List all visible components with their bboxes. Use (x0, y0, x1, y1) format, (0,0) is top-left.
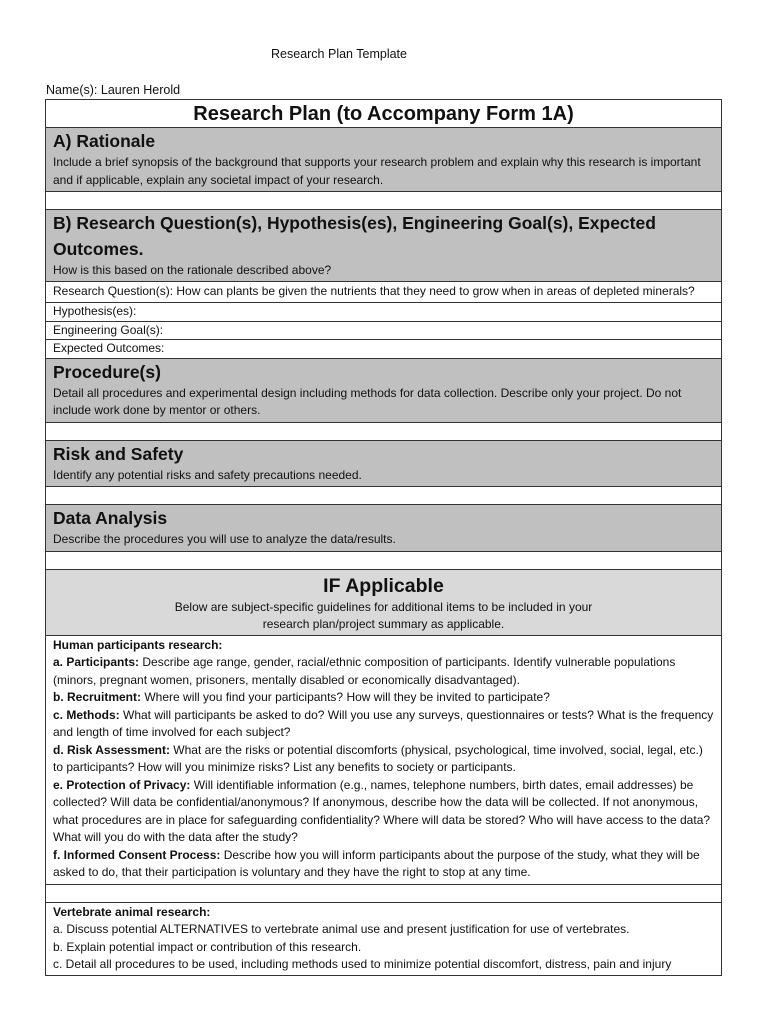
risk-answer-field[interactable] (46, 487, 721, 505)
animal-item-a: a. Discuss potential ALTERNATIVES to vertebrate animal use and present justification for use of vertebrates. (53, 922, 630, 936)
human-d-text: What are the risks or potential discomforts (physical, psychological, time involved, social, legal, etc.) to participants? How will you minimize risks? List any benefits to society or participants. (53, 742, 703, 774)
human-answer-field[interactable] (46, 885, 721, 903)
if-applicable-line-1: Below are subject-specific guidelines for additional items to be included in your (174, 599, 593, 614)
procedure-description: Detail all procedures and experimental design including methods for data collection. Describe only your project. Do not include work done by mentor or others. (53, 385, 682, 417)
animal-item-b: b. Explain potential impact or contribution of this research. (53, 939, 362, 954)
analysis-section (46, 505, 721, 552)
human-b-text: Where will you find your participants? How will they be invited to participate? (141, 690, 550, 704)
research-plan-form (45, 99, 722, 976)
if-applicable-line-2: research plan/project summary as applicable. (262, 617, 505, 631)
human-item-participants (53, 654, 714, 689)
expected-outcomes-field[interactable]: Expected Outcomes: (46, 340, 721, 359)
human-item-recruitment (53, 689, 714, 707)
human-item-risk-assessment (53, 742, 714, 777)
human-c-text: What will participants be asked to do? Will you use any surveys, questionnaires or tests? What is the frequency and length of time involved for each subject? (53, 707, 714, 739)
rationale-description: Include a brief synopsis of the background that supports your research problem and explain why this research is important and if applicable, explain any societal impact of your research. (53, 155, 701, 187)
analysis-answer-field[interactable] (46, 552, 721, 570)
human-heading: Human participants research: (53, 637, 223, 652)
analysis-heading: Data Analysis (53, 508, 168, 528)
human-d-label: d. Risk Assessment: (53, 742, 170, 757)
human-item-consent (53, 847, 714, 882)
human-b-label: b. Recruitment: (53, 690, 142, 704)
human-a-label: a. Participants: (53, 655, 140, 669)
names-line: Name(s): Lauren Herold (46, 83, 181, 97)
animal-item-c: c. Detail all procedures to be used, including methods used to minimize potential discomfort, distress, pain and injury (53, 957, 672, 971)
rationale-heading: A) Rationale (53, 131, 156, 151)
rationale-answer-field[interactable] (46, 192, 721, 210)
vertebrate-animal-section (46, 903, 721, 976)
risk-heading: Risk and Safety (53, 443, 184, 464)
human-c-label: c. Methods: (53, 707, 120, 722)
human-a-text: Describe age range, gender, racial/ethnic composition of participants. Identify vulnerable populations (minors, pregnant women, prisoners, mentally disabled or economically disadvantaged). (53, 655, 676, 687)
human-e-label: e. Protection of Privacy: (53, 777, 191, 792)
questions-section (46, 210, 721, 282)
human-item-methods (53, 707, 714, 742)
if-applicable-heading: IF Applicable (323, 574, 444, 597)
research-question-field[interactable]: Research Question(s): How can plants be given the nutrients that they need to grow when in areas of depleted minerals? (46, 282, 721, 304)
human-f-label: f. Informed Consent Process: (53, 847, 221, 862)
risk-description: Identify any potential risks and safety precautions needed. (53, 467, 362, 482)
human-e-text: Will identifiable information (e.g., names, telephone numbers, birth dates, email addresses) be collected? Will data be confidential/anonymous? If anonymous, describe how the data will be collected. If not anonymous, what procedures are in place for safeguarding confidentiality? Where will data be stored? Who will have access to the data? What will you do with the data after the study? (53, 777, 711, 844)
procedure-answer-field[interactable] (46, 423, 721, 441)
hypothesis-field[interactable]: Hypothesis(es): (46, 303, 721, 322)
analysis-description: Describe the procedures you will use to analyze the data/results. (53, 532, 396, 546)
questions-description: How is this based on the rationale described above? (53, 263, 332, 277)
human-f-text: Describe how you will inform participants about the purpose of the study, what they will be asked to do, that their participation is voluntary and they have the right to stop at any time. (53, 847, 700, 879)
form-title: Research Plan (to Accompany Form 1A) (46, 100, 721, 128)
procedure-heading: Procedure(s) (53, 361, 161, 382)
document-title: Research Plan Template (271, 47, 407, 61)
risk-section (46, 441, 721, 488)
engineering-goal-field[interactable]: Engineering Goal(s): (46, 322, 721, 341)
procedure-section (46, 359, 721, 423)
questions-heading: B) Research Question(s), Hypothesis(es), Engineering Goal(s), Expected Outcomes. (53, 213, 656, 259)
human-item-privacy (53, 777, 714, 847)
rationale-section (46, 128, 721, 192)
if-applicable-section (46, 570, 721, 636)
human-participants-section (46, 636, 721, 885)
animal-heading: Vertebrate animal research: (53, 904, 211, 919)
